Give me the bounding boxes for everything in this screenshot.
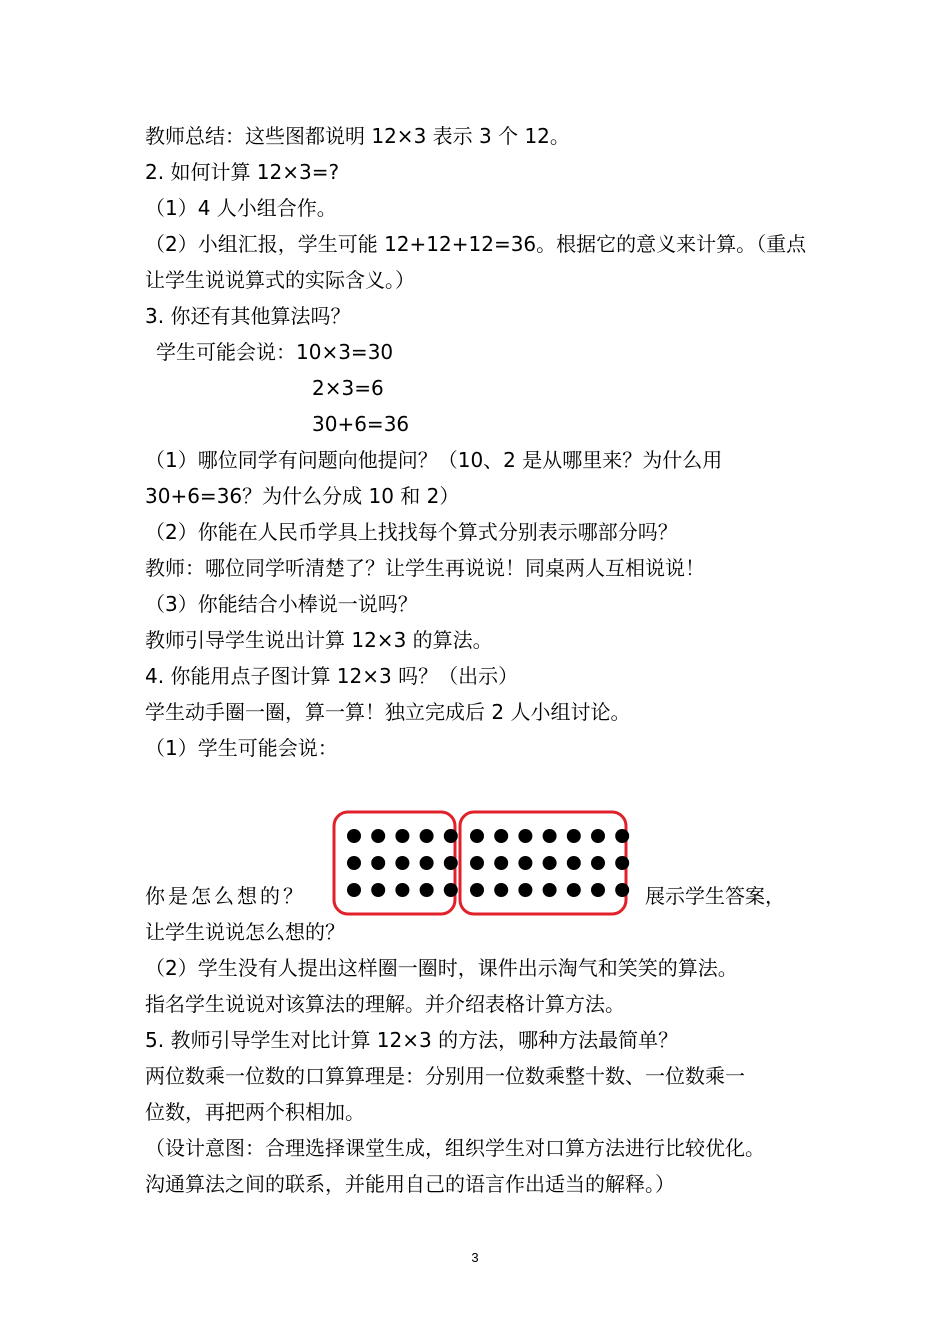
dot: [591, 829, 605, 843]
dot: [591, 856, 605, 870]
text-line: 让学生说说算式的实际含义。）: [145, 268, 415, 292]
text-line: 学生可能会说：10×3=30: [156, 340, 394, 364]
dot: [420, 856, 434, 870]
text-line: 2×3=6: [312, 376, 384, 400]
text-line: 位数，再把两个积相加。: [145, 1100, 365, 1124]
text-line: 5. 教师引导学生对比计算 12×3 的方法，哪种方法最简单？: [145, 1028, 679, 1052]
text-line: 4. 你能用点子图计算 12×3 吗？（出示）: [145, 664, 519, 688]
dot: [444, 829, 458, 843]
dot: [543, 856, 557, 870]
text-line: 教师引导学生说出计算 12×3 的算法。: [145, 628, 493, 652]
dot-array-figure: [332, 810, 632, 924]
dot: [615, 883, 629, 897]
dot: [543, 829, 557, 843]
dot: [470, 883, 484, 897]
dot: [615, 856, 629, 870]
dot: [518, 829, 532, 843]
dot: [420, 883, 434, 897]
dot: [347, 829, 361, 843]
text-line: 30+6=36？为什么分成 10 和 2）: [145, 484, 460, 508]
dot: [494, 856, 508, 870]
text-line: 沟通算法之间的联系，并能用自己的语言作出适当的解释。）: [145, 1172, 675, 1196]
dot: [518, 856, 532, 870]
dot: [347, 883, 361, 897]
text-line: 教师：哪位同学听清楚了？让学生再说说！同桌两人互相说说！: [145, 556, 705, 580]
text-line: （3）你能结合小棒说一说吗？: [145, 592, 418, 616]
text-line: 两位数乘一位数的口算算理是：分别用一位数乘整十数、一位数乘一: [145, 1064, 745, 1088]
text-line: （1）学生可能会说：: [145, 736, 338, 760]
dot: [395, 856, 409, 870]
dot: [371, 883, 385, 897]
text-line: 让学生说说怎么想的？: [145, 920, 345, 944]
dot: [615, 829, 629, 843]
text-line: （2）学生没有人提出这样圈一圈时，课件出示淘气和笑笑的算法。: [145, 956, 738, 980]
dot: [371, 856, 385, 870]
text-line: 30+6=36: [312, 412, 410, 436]
dot: [371, 829, 385, 843]
text-line: 你是怎么想的？: [145, 884, 306, 908]
text-line: 展示学生答案，: [645, 884, 785, 908]
text-line: 3. 你还有其他算法吗？: [145, 304, 351, 328]
dot: [444, 856, 458, 870]
dot: [567, 829, 581, 843]
dot: [494, 883, 508, 897]
dot: [444, 883, 458, 897]
dot: [470, 856, 484, 870]
dot: [420, 829, 434, 843]
dot: [494, 829, 508, 843]
text-line: （1）哪位同学有问题向他提问？（10、2 是从哪里来？为什么用: [145, 448, 723, 472]
dot: [567, 856, 581, 870]
dot-array-svg: [332, 810, 632, 920]
dot: [395, 829, 409, 843]
text-line: （设计意图：合理选择课堂生成，组织学生对口算方法进行比较优化。: [145, 1136, 765, 1160]
dot: [567, 883, 581, 897]
dot: [470, 829, 484, 843]
page-number: 3: [471, 1250, 479, 1265]
text-line: 指名学生说说对该算法的理解。并介绍表格计算方法。: [145, 992, 625, 1016]
dot: [518, 883, 532, 897]
text-line: 教师总结：这些图都说明 12×3 表示 3 个 12。: [145, 124, 570, 148]
dot: [543, 883, 557, 897]
dot: [591, 883, 605, 897]
text-line: 2. 如何计算 12×3=?: [145, 160, 340, 184]
dot: [347, 856, 361, 870]
text-line: （2）你能在人民币学具上找找每个算式分别表示哪部分吗？: [145, 520, 678, 544]
text-line: （1）4 人小组合作。: [145, 196, 337, 220]
dots-group: [347, 829, 629, 897]
dot: [395, 883, 409, 897]
text-line: 学生动手圈一圈，算一算！独立完成后 2 人小组讨论。: [145, 700, 631, 724]
text-line: （2）小组汇报，学生可能 12+12+12=36。根据它的意义来计算。（重点: [145, 232, 807, 256]
